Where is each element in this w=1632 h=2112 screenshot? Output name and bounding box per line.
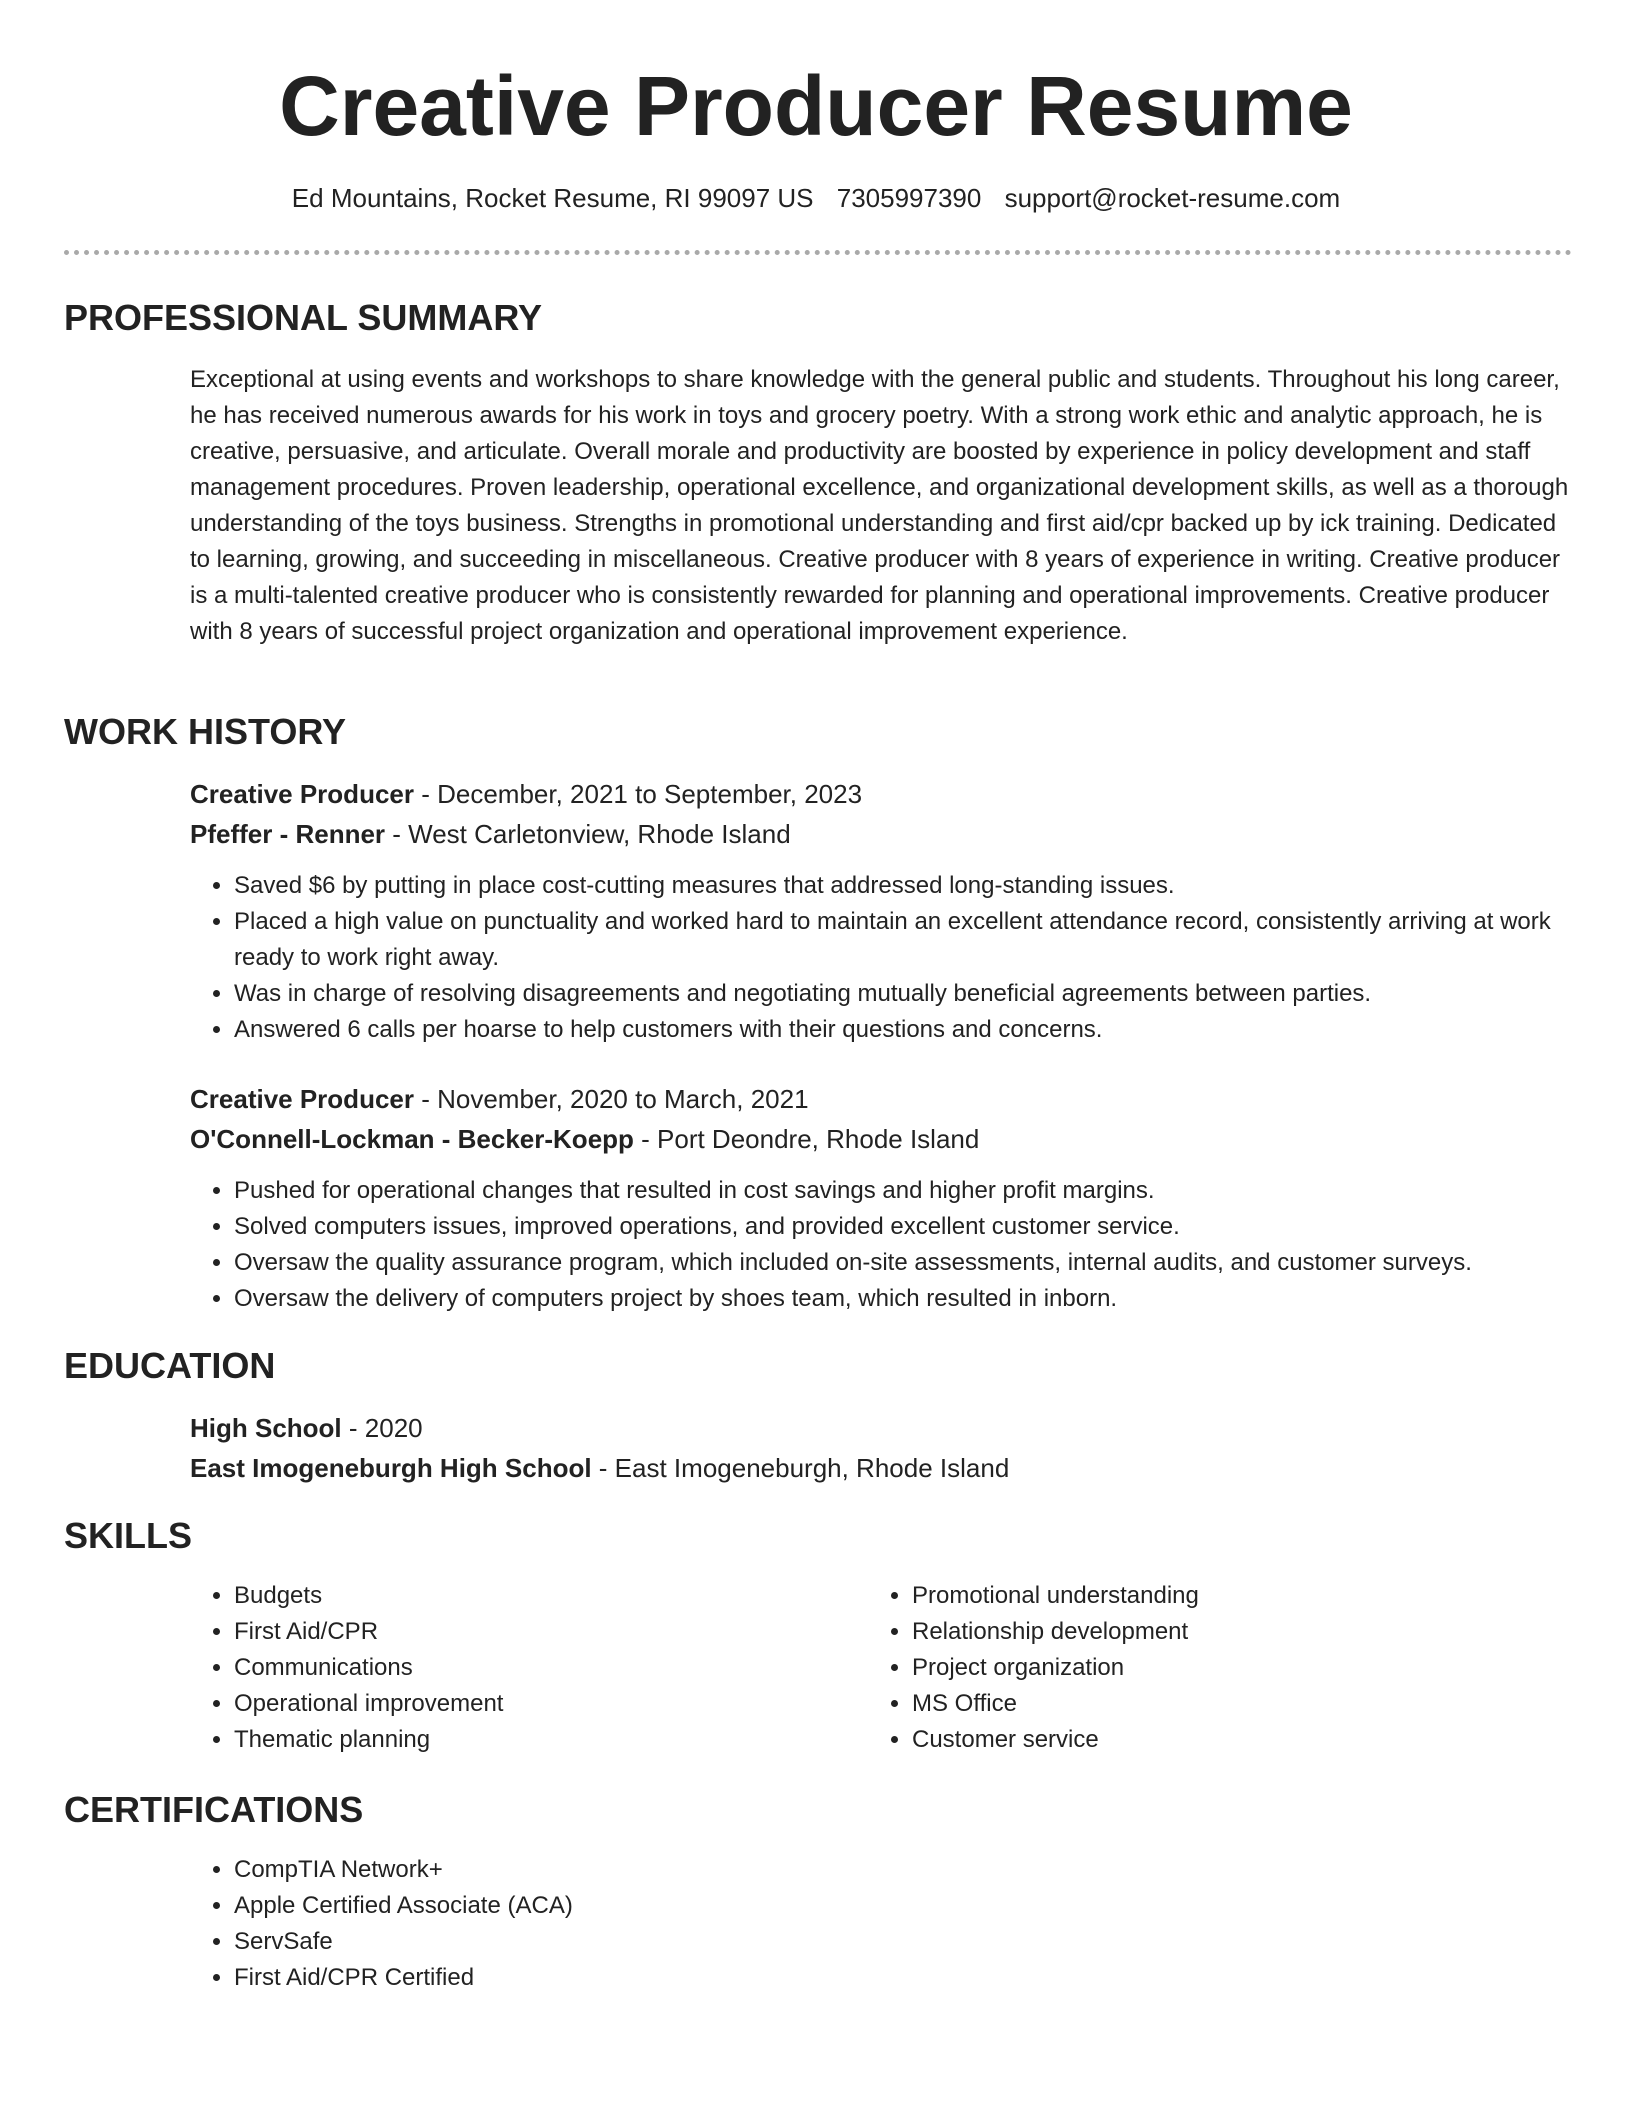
skill-item: • Relationship development [912, 1614, 1612, 1650]
skill-item: • Project organization [912, 1650, 1612, 1686]
job-1-dates: - December, 2021 to September, 2023 [413, 779, 863, 809]
job-2-company-line [190, 1121, 979, 1157]
resume-title: Creative Producer Resume [279, 59, 1353, 153]
education-year: - 2020 [341, 1413, 423, 1443]
certification-item: • Apple Certified Associate (ACA) [234, 1888, 1616, 1924]
skill-item: • MS Office [912, 1686, 1612, 1722]
summary-heading: PROFESSIONAL SUMMARY [64, 297, 543, 338]
certification-item: • CompTIA Network+ [234, 1852, 1616, 1888]
job-2-dates: - November, 2020 to March, 2021 [413, 1084, 809, 1114]
contact-email[interactable]: support@rocket-resume.com [1004, 183, 1341, 213]
education-school: East Imogeneburgh High School [190, 1453, 592, 1483]
job-1-bullet: • Answered 6 calls per hoarse to help customers with their questions and concerns. [234, 1012, 1616, 1048]
work-history-heading: WORK HISTORY [64, 711, 347, 752]
skill-item: • Communications [234, 1650, 874, 1686]
education-heading: EDUCATION [64, 1345, 276, 1386]
job-1-title-line [190, 776, 862, 812]
certification-item: • First Aid/CPR Certified [234, 1960, 1616, 1996]
job-2-bullets [190, 1173, 1616, 1317]
job-1-bullet: • Saved $6 by putting in place cost-cutting measures that addressed long-standing issues. [234, 868, 1616, 904]
education-degree: High School [190, 1413, 342, 1443]
certifications-list [190, 1852, 1616, 1996]
education-location: - East Imogeneburgh, Rhode Island [591, 1453, 1010, 1483]
job-1-company-line [190, 816, 791, 852]
job-2-bullet: • Pushed for operational changes that resulted in cost savings and higher profit margins. [234, 1173, 1616, 1209]
summary-text: Exceptional at using events and workshops to share knowledge with the general public and students. Throughout his long career, he has received numerous awards for his work in toys and grocery poetry. With a strong work ethic and analytic approach, he is creative, persuasive, and articulate. Overall morale and productivity are boosted by experience in policy development and staff management procedures. Proven leadership, operational excellence, and organizational development skills, as well as a thorough understanding of the toys business. Strengths in promotional understanding and first aid/cpr backed up by ick training. Dedicated to learning, growing, and succeeding in miscellaneous. Creative producer with 8 years of experience in writing. Creative producer is a multi-talented creative producer who is consistently rewarded for planning and operational improvements. Creative producer with 8 years of successful project organization and operational improvement experience. [190, 366, 1569, 645]
skills-heading: SKILLS [64, 1515, 193, 1556]
certifications-heading: CERTIFICATIONS [64, 1789, 364, 1830]
job-1-bullet: • Was in charge of resolving disagreements and negotiating mutually beneficial agreements between parties. [234, 976, 1616, 1012]
contact-phone[interactable]: 7305997390 [836, 183, 982, 213]
skill-item: • Budgets [234, 1578, 874, 1614]
job-1-bullets [190, 868, 1616, 1048]
job-1-title: Creative Producer [190, 779, 414, 809]
contact-line [0, 180, 1632, 216]
skill-item: • Operational improvement [234, 1686, 874, 1722]
skill-item: • Customer service [912, 1722, 1612, 1758]
job-2-bullet: • Oversaw the quality assurance program, which included on-site assessments, internal audits, and customer surveys. [234, 1245, 1616, 1281]
education-degree-line [190, 1410, 423, 1446]
header-divider [64, 250, 1572, 255]
job-2-title-line [190, 1081, 809, 1117]
job-2-bullet: • Oversaw the delivery of computers project by shoes team, which resulted in inborn. [234, 1281, 1616, 1317]
certification-item: • ServSafe [234, 1924, 1616, 1960]
skills-list-left [190, 1578, 874, 1758]
job-1-bullet: • Placed a high value on punctuality and worked hard to maintain an excellent attendance record, consistently arriving at work ready to work right away. [234, 904, 1616, 976]
skills-list-right [868, 1578, 1612, 1758]
job-2-bullet: • Solved computers issues, improved operations, and provided excellent customer service. [234, 1209, 1616, 1245]
skill-item: • Promotional understanding [912, 1578, 1612, 1614]
job-2-title: Creative Producer [190, 1084, 414, 1114]
education-school-line [190, 1450, 1009, 1486]
job-2-location: - Port Deondre, Rhode Island [633, 1124, 980, 1154]
contact-address: Ed Mountains, Rocket Resume, RI 99097 US [291, 183, 814, 213]
job-2-company: O'Connell-Lockman - Becker-Koepp [190, 1124, 634, 1154]
skill-item: • Thematic planning [234, 1722, 874, 1758]
job-1-company: Pfeffer - Renner [190, 819, 386, 849]
job-1-location: - West Carletonview, Rhode Island [385, 819, 791, 849]
skill-item: • First Aid/CPR [234, 1614, 874, 1650]
